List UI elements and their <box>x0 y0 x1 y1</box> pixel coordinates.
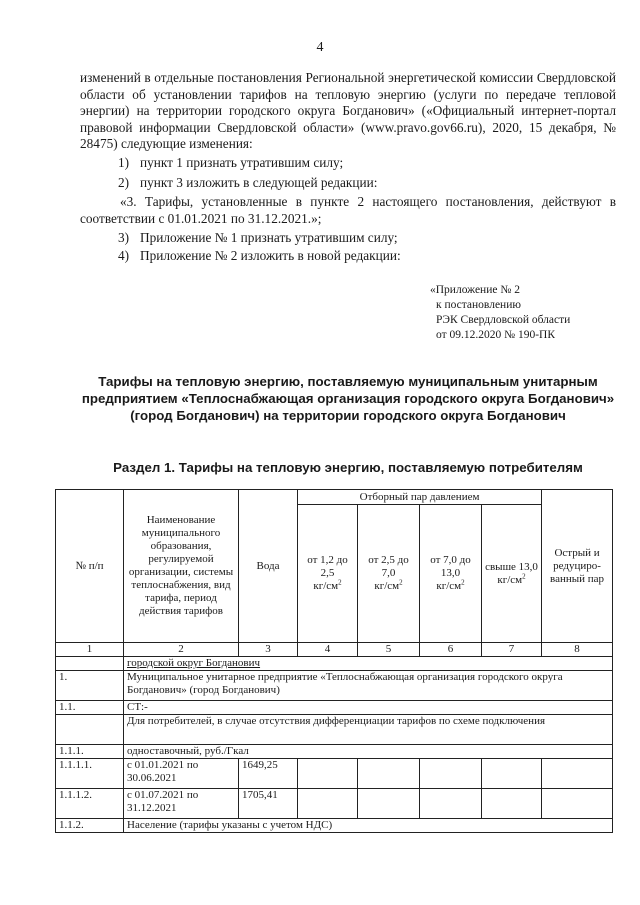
header-steam-2: от 2,5 до 7,0 $кг/см^2$ <box>358 505 420 643</box>
intro-paragraph: изменений в отдельные постановления Региональной энергетической комиссии Свердловской области об установлении тарифов на тепловую энергию (услуги по передаче тепловой энергии) на территории городского округа Богданович» («Официальный интернет-портал правовой информации Свердловской области» (www.pravo.gov66.ru), 2020, 15 декабря, № 28475) следующие изменения: <box>80 70 616 151</box>
header-num: № п/п <box>56 490 124 643</box>
list-item: 4) Приложение № 2 изложить в новой редакции: <box>118 248 401 263</box>
table-row: 1.1.2. Население (тарифы указаны с учетом НДС) <box>56 819 613 833</box>
table-row: 1. Муниципальное унитарное предприятие «Теплоснабжающая организация городского округа Богданович» (город Богданович) <box>56 671 613 701</box>
header-steam-4: свыше 13,0 $кг/см^2$ <box>482 505 542 643</box>
tariff-table <box>55 489 613 833</box>
header-water: Вода <box>239 490 298 643</box>
table-row: 1.1.1. одноставочный, руб./Гкал <box>56 745 613 759</box>
clause-3-text: «3. Тарифы, установленные в пункте 2 настоящего постановления, действуют в соответствии с 01.01.2021 по 31.12.2021.»; <box>80 194 616 226</box>
table-row: 1.1.1.1. с 01.01.2021 по 30.06.2021 1649,25 <box>56 759 613 789</box>
header-sharp-steam: Острый и редуциро-ванный пар <box>542 490 613 643</box>
header-name: Наименование муниципального образования, регулируемой организации, системы теплоснабжения, вид тарифа, период действия тарифов <box>124 490 239 643</box>
table-row: Для потребителей, в случае отсутствия дифференциации тарифов по схеме подключения <box>56 715 613 745</box>
table-row: 1.1. СТ:- <box>56 701 613 715</box>
header-steam-1: от 1,2 до 2,5 $кг/см^2$ <box>298 505 358 643</box>
section-title: Раздел 1. Тарифы на тепловую энергию, поставляемую потребителям <box>113 460 583 475</box>
list-item: 2) пункт 3 изложить в следующей редакции: <box>118 175 378 190</box>
page-number: 4 <box>316 40 324 55</box>
table-row: городской округ Богданович <box>56 657 613 671</box>
list-item: 1) пункт 1 признать утратившим силу; <box>118 155 344 170</box>
table-row: 1.1.1.2. с 01.07.2021 по 31.12.2021 1705,41 <box>56 789 613 819</box>
header-steam-3: от 7,0 до 13,0 $кг/см^2$ <box>420 505 482 643</box>
appendix-reference: «Приложение № 2 к постановлению РЭК Свердловской области от 09.12.2020 № 190-ПК <box>430 284 571 341</box>
column-number-row: 1 2 3 4 5 6 7 8 <box>56 643 613 657</box>
list-item: 3) Приложение № 1 признать утратившим силу; <box>118 230 398 245</box>
document-title: Тарифы на тепловую энергию, поставляемую муниципальным унитарным предприятием «Теплоснабжающая организация городского округа Богданович» (город Богданович) на территории городского округа Богданович <box>81 374 615 423</box>
header-steam-group: Отборный пар давлением <box>298 490 542 505</box>
